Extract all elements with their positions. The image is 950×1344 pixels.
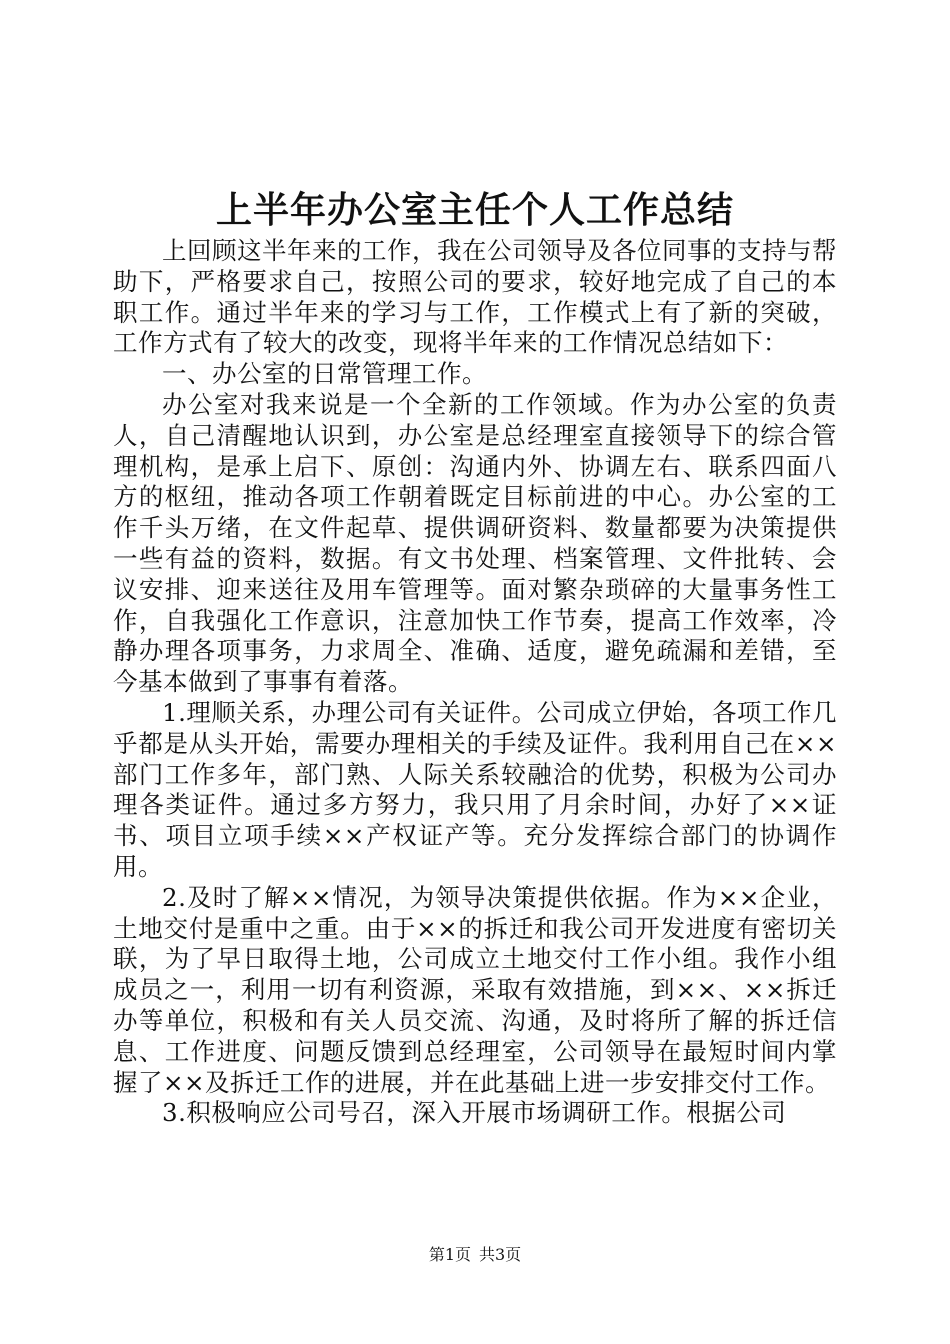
document-title: 上半年办公室主任个人工作总结: [215, 189, 734, 231]
page-number: 第1页: [428, 1245, 471, 1264]
page-footer: [0, 1244, 950, 1266]
paragraph-item-2: 2.及时了解××情况，为领导决策提供依据。作为××企业，土地交付是重中之重。由于××的拆迁和我公司开发进度有密切关联，为了早日取得土地，公司成立土地交付工作小组。我作小组成员之一，利用一切有利资源，采取有效措施，到××、××拆迁办等单位，积极和有关人员交流、沟通，及时将所了解的拆迁信息、工作进度、问题反馈到总经理室，公司领导在最短时间内掌握了××及拆迁工作的进展，并在此基础上进一步安排交付工作。: [113, 882, 837, 1097]
paragraph-office-role: 办公室对我来说是一个全新的工作领域。作为办公室的负责人，自己清醒地认识到，办公室是总经理室直接领导下的综合管理机构，是承上启下、原创：沟通内外、协调左右、联系四面八方的枢纽，推动各项工作朝着既定目标前进的中心。办公室的工作千头万绪，在文件起草、提供调研资料、数量都要为决策提供一些有益的资料，数据。有文书处理、档案管理、文件批转、会议安排、迎来送往及用车管理等。面对繁杂琐碎的大量事务性工作，自我强化工作意识，注意加快工作节奏，提高工作效率，冷静办理各项事务，力求周全、准确、适度，避免疏漏和差错，至今基本做到了事事有着落。: [113, 389, 837, 697]
page-total: 共3页: [479, 1245, 522, 1264]
paragraph-item-1: 1.理顺关系，办理公司有关证件。公司成立伊始，各项工作几乎都是从头开始，需要办理相关的手续及证件。我利用自己在××部门工作多年，部门熟、人际关系较融洽的优势，积极为公司办理各类证件。通过多方努力，我只用了月余时间，办好了××证书、项目立项手续××产权证产等。充分发挥综合部门的协调作用。: [113, 697, 837, 881]
paragraph-intro: 上回顾这半年来的工作，我在公司领导及各位同事的支持与帮助下，严格要求自己，按照公司的要求，较好地完成了自己的本职工作。通过半年来的学习与工作，工作模式上有了新的突破，工作方式有了较大的改变，现将半年来的工作情况总结如下：: [113, 236, 837, 358]
paragraph-item-3: 3.积极响应公司号召，深入开展市场调研工作。根据公司: [162, 1098, 787, 1128]
document-body: [113, 236, 837, 1129]
section-heading: 一、办公室的日常管理工作。: [162, 359, 487, 389]
